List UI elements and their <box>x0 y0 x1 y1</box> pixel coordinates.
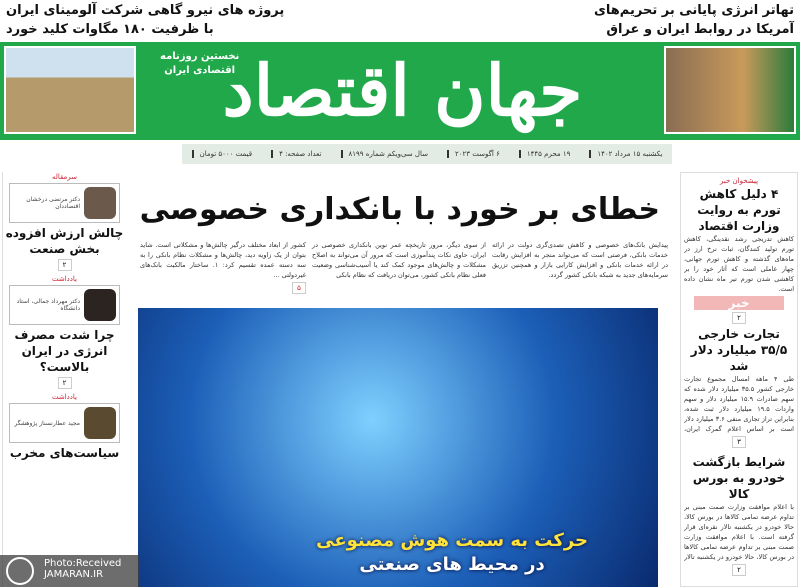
article-headline[interactable]: سیاست‌های مخرب <box>9 446 120 460</box>
robot-arm-photo[interactable] <box>138 308 658 587</box>
date-bar <box>182 144 672 164</box>
jamaran-logo-icon <box>6 557 34 585</box>
section-kicker: پیشخوان خبر <box>719 177 759 185</box>
headline-line: با ظرفیت ۱۸۰ مگاوات کلید خورد <box>6 22 214 37</box>
section-kicker: یادداشت <box>52 275 77 283</box>
author-name: مجید عطارنسناز پژوهشگر <box>14 419 80 427</box>
main-headline[interactable]: خطای بر خورد با بانکداری خصوصی <box>139 192 660 227</box>
article-headline[interactable]: چالش ارزش افزوده بخش صنعت <box>5 226 124 256</box>
tagline-line: اقتصادی ایران <box>164 65 236 76</box>
main-article-text-right: پیدایش بانک‌های خصوصی و کاهش تصدی‌گری دولت در ارائه خدمات بانکی، فرصتی است که می‌تواند منجر به افزایش رقابت در ارائه خدمات بانکی و افزایش کارایی بازار و همچنین تزریق سرمایه‌های جدید به شبکه بانکی کشور گردد. <box>492 241 668 279</box>
author-name: دکتر مهرداد جمالی، استاد دانشگاه <box>16 298 80 312</box>
page-ref[interactable]: ۲ <box>58 377 72 389</box>
date-gregorian: ۶ آگوست ۲۰۲۳ <box>447 150 500 158</box>
main-article-text-left: کشور از ابعاد مختلف درگیر چالش‌ها و مشکلاتی است. شاید بتوان از یک زاویه دید، چالش‌ها و مشکلات نظام بانکی را به سه دسته عمده تقسیم کرد: ۱. ساختار مالکیت بانک‌های غیردولتی ... <box>140 241 306 279</box>
caption-line: در محیط های صنعتی <box>359 554 545 575</box>
headline-line: تهاتر انرژی پایانی بر تحریم‌های <box>594 3 794 18</box>
article-headline[interactable]: تجارت خارجی ۳۵/۵ میلیارد دلار شد <box>690 327 788 373</box>
right-teaser-photo[interactable] <box>664 46 796 134</box>
newspaper-logo: جهان اقتصاد <box>222 49 583 132</box>
article-body: با اعلام موافقت وزارت صمت مبنی بر تداوم عرضه تمامی کالاها در بورس کالا، حالا خودرو در یکشنبه تالار نقره‌ای قرار گرفته است. با اعلام موافقت وزارت صمت مبنی بر تداوم عرضه تمامی کالاها در بورس کالا، حالا خودرو در یکشنبه تالار <box>684 503 794 561</box>
price: قیمت ۵۰۰۰ تومان <box>192 150 252 158</box>
masthead <box>0 42 800 140</box>
page-ref[interactable]: ۲ <box>732 312 746 324</box>
main-article-text-middle: از سوی دیگر، مرور تاریخچه عمر نوین بانکداری خصوصی در ایران، حاوی نکات پندآموزی است که مرور آن می‌تواند به اصلاح مشکلات و چالش‌های موجود کمک کند یا آسیب‌شناسی وضعیت فعلی نظام بانکی کشور، می‌توان دریافت که نظام بانکی <box>312 241 486 279</box>
page-ref[interactable]: ۳ <box>732 436 746 448</box>
headline-line: پروژه های نیرو گاهی شرکت آلومینای ایران <box>6 3 285 18</box>
article-headline[interactable]: ۴ دلیل کاهش تورم به روایت وزارت اقتصاد <box>697 187 781 233</box>
headline-line: آمریکا در روابط ایران و عراق <box>606 22 794 37</box>
page-ref[interactable]: ۲ <box>58 259 72 271</box>
author-name: دکتر مرتضی درخشان اقتصاددان <box>26 196 80 210</box>
left-teaser-photo[interactable] <box>4 46 136 134</box>
photo-caption <box>316 529 588 577</box>
news-badge: خبر <box>694 296 784 310</box>
article-headline[interactable]: شرایط بازگشت خودرو به بورس کالا <box>692 455 786 501</box>
main-article-left-block <box>140 240 306 294</box>
date-persian: یکشنبه ۱۵ مرداد ۱۴۰۲ <box>589 150 662 158</box>
caption-line: حرکت به سمت هوش مصنوعی <box>316 530 588 551</box>
author-avatar <box>84 289 116 321</box>
watermark-line: JAMARAN.IR <box>44 569 104 580</box>
page-count: تعداد صفحه: ۴ <box>271 150 321 158</box>
tagline <box>160 50 239 78</box>
page-ref[interactable]: ۲ <box>732 564 746 576</box>
right-column <box>680 172 798 587</box>
page-ref[interactable]: ۵ <box>292 282 306 294</box>
date-hijri: ۱۹ محرم ۱۴۴۵ <box>519 150 571 158</box>
author-box <box>9 183 120 223</box>
left-column <box>2 172 126 587</box>
tagline-line: نخستین روزنامه <box>160 51 240 62</box>
top-left-headline[interactable] <box>6 1 336 39</box>
section-kicker: یادداشت <box>52 393 77 401</box>
article-body: کاهش تدریجی رشد نقدینگی، کاهش تورم تولید کنندگان، ثبات نرخ ارز در ماه‌های گذشته و کاهش تورم جهانی، چهار عاملی است که آثار خود را بر کاهشی شدن تورم تیر ماه نشان داده است. <box>684 235 794 293</box>
article-headline[interactable]: چرا شدت مصرف انرژی در ایران بالاست؟ <box>14 328 115 374</box>
top-right-headline[interactable] <box>474 1 794 39</box>
watermark-line: Photo:Received <box>44 558 122 569</box>
section-kicker: سرمقاله <box>51 173 78 181</box>
watermark <box>0 555 140 587</box>
issue-number: سال سی‌ویکم شماره ۸۱۹۹ <box>341 150 428 158</box>
author-box <box>9 285 120 325</box>
author-avatar <box>84 187 116 219</box>
author-box <box>9 403 120 443</box>
article-body: طی ۴ ماهه امسال مجموع تجارت خارجی کشور ۳۵.۵ میلیارد دلار شده که سهم صادرات ۱۵.۹ میلیارد دلار و سهم واردات ۱۹.۵ میلیارد دلار ثبت شده، بنابراین تراز تجاری منفی ۳.۶ میلیارد دلار است بر اساس اعلام گمرک ایران، <box>684 375 794 433</box>
author-avatar <box>84 407 116 439</box>
